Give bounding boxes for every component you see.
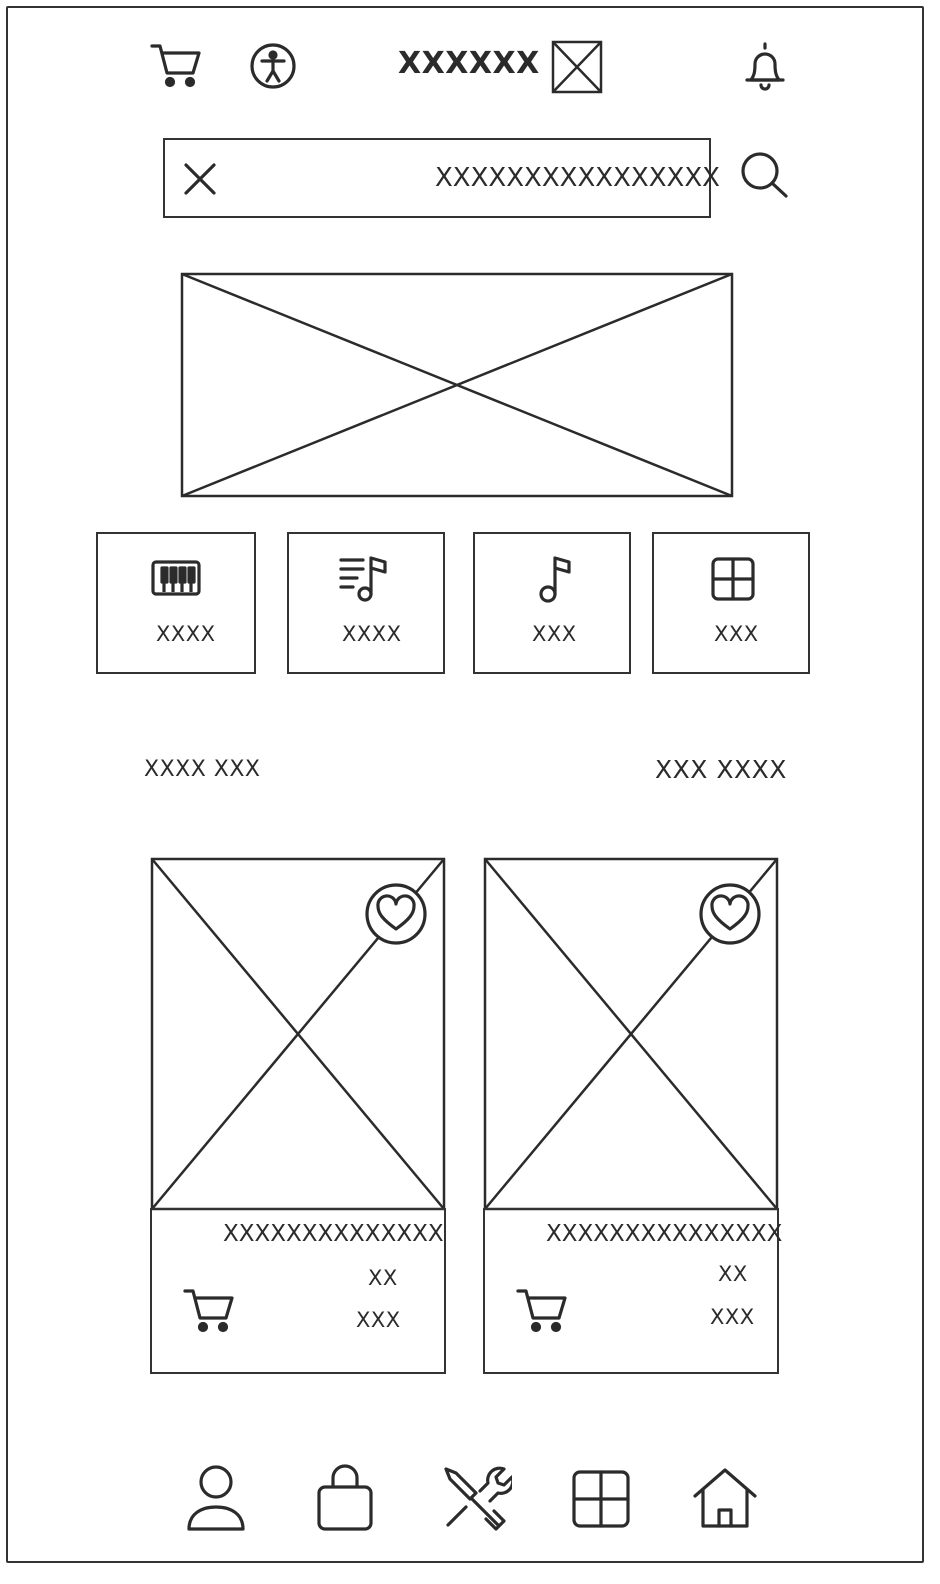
product-line2: XXX (710, 1305, 755, 1329)
product-line1: XX (368, 1266, 398, 1290)
grid-nav-icon[interactable] (570, 1468, 632, 1530)
product-line2: XXX (356, 1308, 401, 1332)
search-icon[interactable] (738, 150, 792, 202)
piano-icon (151, 560, 201, 596)
tools-icon[interactable] (440, 1463, 512, 1533)
home-icon[interactable] (691, 1466, 759, 1530)
heart-icon[interactable] (364, 882, 428, 946)
playlist-icon (338, 554, 392, 604)
search-input[interactable]: XXXXXXXXXXXXXXXX (435, 163, 720, 193)
product-title: XXXXXXXXXXXXXXX (546, 1221, 783, 1247)
product-title: XXXXXXXXXXXXXX (223, 1221, 444, 1247)
category-card-4[interactable] (652, 532, 810, 674)
category-label-2: XXXX (342, 622, 402, 646)
section-title: XXXX XXX (144, 757, 261, 782)
music-note-icon (536, 554, 576, 604)
cart-icon[interactable] (150, 42, 202, 90)
add-to-cart-icon[interactable] (516, 1287, 568, 1335)
product-line1: XX (718, 1262, 748, 1286)
grid-icon (710, 556, 756, 602)
close-icon[interactable] (183, 162, 217, 196)
add-to-cart-icon[interactable] (183, 1287, 235, 1335)
banner-image[interactable] (180, 272, 734, 498)
bell-icon[interactable] (740, 40, 790, 92)
category-card-1[interactable] (96, 532, 256, 674)
bag-icon[interactable] (313, 1463, 377, 1533)
category-label-1: XXXX (156, 622, 216, 646)
image-placeholder-icon (551, 40, 603, 94)
device-frame (6, 6, 924, 1563)
category-label-4: XXX (714, 622, 759, 646)
section-link[interactable]: XXX XXXX (655, 755, 787, 784)
category-label-3: XXX (532, 622, 577, 646)
accessibility-icon[interactable] (248, 41, 298, 91)
heart-icon[interactable] (698, 882, 762, 946)
user-icon[interactable] (184, 1463, 248, 1533)
app-title: XXXXXX (398, 46, 540, 81)
